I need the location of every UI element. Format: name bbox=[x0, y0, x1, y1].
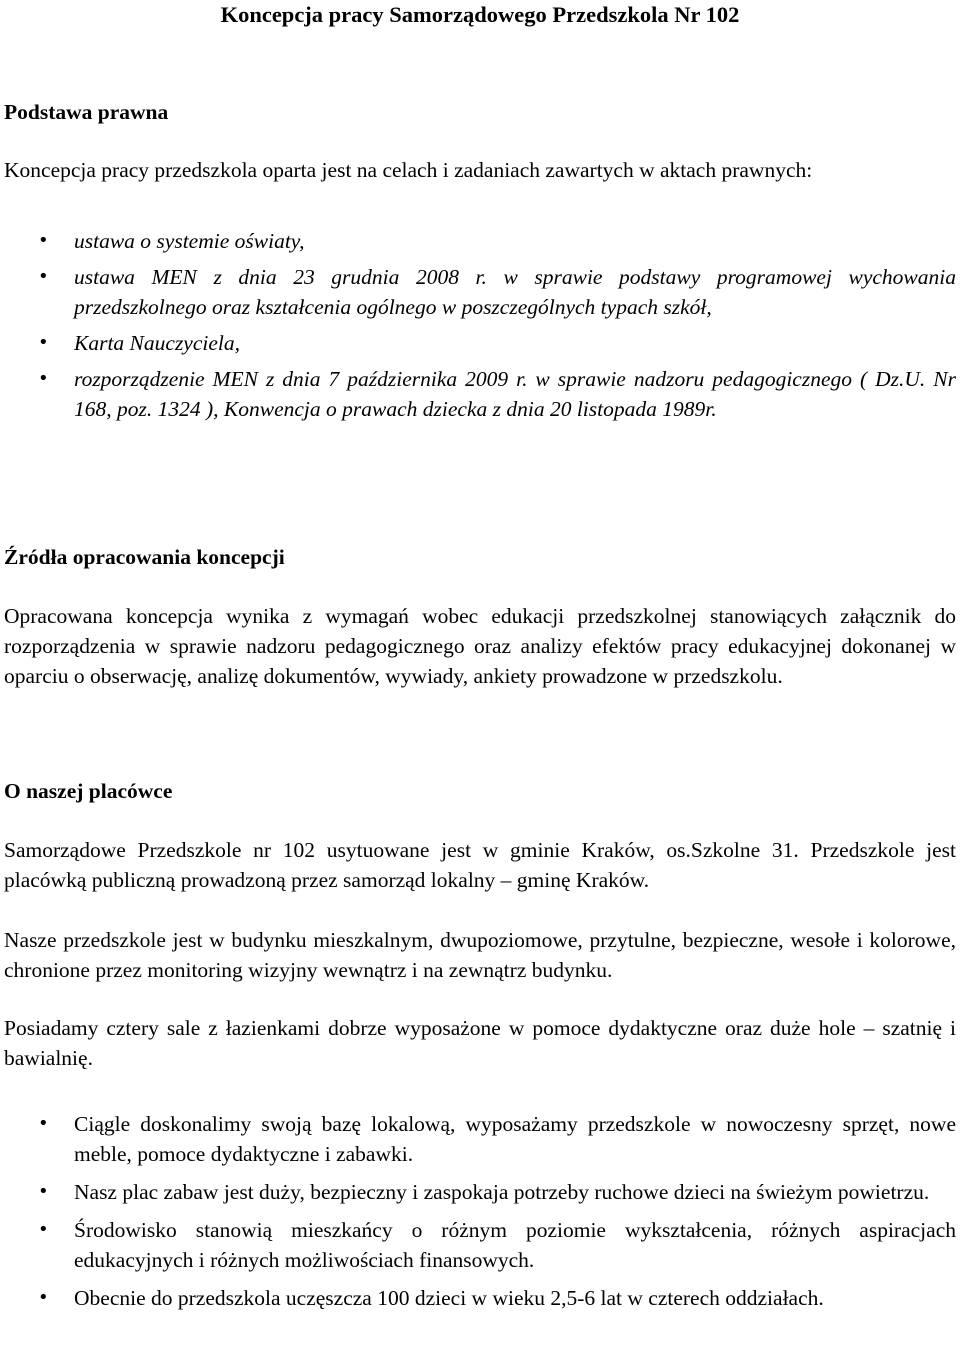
list-item: • ustawa MEN z dnia 23 grudnia 2008 r. w sprawie podstawy programowej wychowania przedszkolnego oraz kształcenia ogólnego w poszczególnych typach szkół, bbox=[0, 262, 960, 322]
bullet-icon: • bbox=[38, 230, 49, 251]
bullet-icon: • bbox=[38, 1287, 49, 1308]
about-features-list bbox=[0, 1109, 960, 1313]
page-title: Koncepcja pracy Samorządowego Przedszkola Nr 102 bbox=[220, 2, 740, 27]
section-heading-legal-basis: Podstawa prawna bbox=[4, 100, 169, 124]
list-item: • Karta Nauczyciela, bbox=[0, 328, 960, 358]
bullet-icon: • bbox=[38, 368, 49, 389]
bullet-icon: • bbox=[38, 1219, 49, 1240]
about-paragraph-location: Samorządowe Przedszkole nr 102 usytuowane jest w gminie Kraków, os.Szkolne 31. Przedszkole jest placówką publiczną prowadzoną przez samorząd lokalny – gminę Kraków. bbox=[4, 838, 956, 892]
bullet-icon: • bbox=[38, 1113, 49, 1134]
sources-paragraph: Opracowana koncepcja wynika z wymagań wobec edukacji przedszkolnej stanowiących załącznik do rozporządzenia w sprawie nadzoru pedagogicznego oraz analizy efektów pracy edukacyjnej dokonanej w oparciu o obserwację, analizę dokumentów, wywiady, ankiety prowadzone w przedszkolu. bbox=[4, 604, 956, 688]
about-paragraph-rooms: Posiadamy cztery sale z łazienkami dobrze wyposażone w pomoce dydaktyczne oraz duże hole – szatnię i bawialnię. bbox=[4, 1016, 956, 1070]
legal-intro-paragraph: Koncepcja pracy przedszkola oparta jest na celach i zadaniach zawartych w aktach prawnych: bbox=[4, 158, 813, 182]
list-item: • Ciągle doskonalimy swoją bazę lokalową, wyposażamy przedszkole w nowoczesny sprzęt, nowe meble, pomoce dydaktyczne i zabawki. bbox=[0, 1109, 960, 1169]
about-paragraph-building: Nasze przedszkole jest w budynku mieszkalnym, dwupoziomowe, przytulne, bezpieczne, wesołe i kolorowe, chronione przez monitoring wizyjny wewnątrz i na zewnątrz budynku. bbox=[4, 928, 956, 982]
list-item: • Nasz plac zabaw jest duży, bezpieczny i zaspokaja potrzeby ruchowe dzieci na świeżym powietrzu. bbox=[0, 1177, 960, 1207]
list-item: • Środowisko stanowią mieszkańcy o różnym poziomie wykształcenia, różnych aspiracjach edukacyjnych i różnych możliwościach finansowych. bbox=[0, 1215, 960, 1275]
section-heading-about: O naszej placówce bbox=[4, 779, 173, 803]
bullet-icon: • bbox=[38, 1181, 49, 1202]
legal-acts-list bbox=[0, 226, 960, 424]
list-item: • Obecnie do przedszkola uczęszcza 100 dzieci w wieku 2,5-6 lat w czterech oddziałach. bbox=[0, 1283, 960, 1313]
section-heading-sources: Źródła opracowania koncepcji bbox=[4, 545, 285, 569]
bullet-icon: • bbox=[38, 332, 49, 353]
list-item: • rozporządzenie MEN z dnia 7 października 2009 r. w sprawie nadzoru pedagogicznego ( Dz.U. Nr 168, poz. 1324 ), Konwencja o prawach dziecka z dnia 20 listopada 1989r. bbox=[0, 364, 960, 424]
bullet-icon: • bbox=[38, 266, 49, 287]
list-item: • ustawa o systemie oświaty, bbox=[0, 226, 960, 256]
